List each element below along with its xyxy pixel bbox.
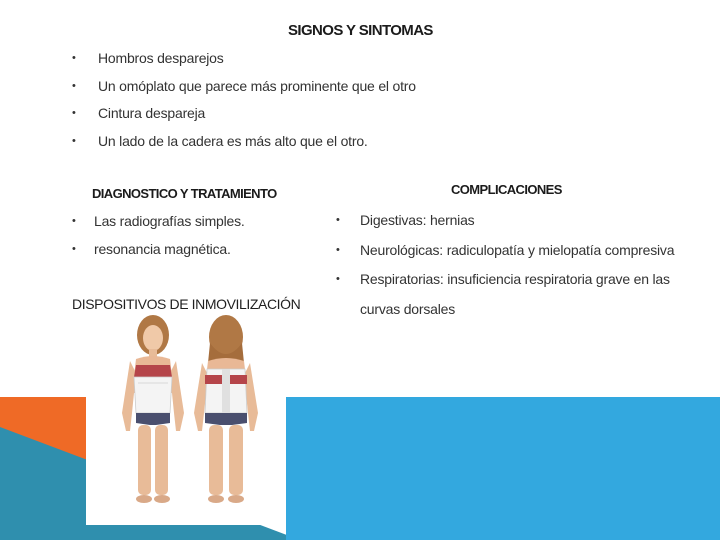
list-item — [336, 265, 706, 324]
list-item — [72, 78, 416, 106]
front-figure — [122, 315, 184, 503]
diagnosis-title: DIAGNOSTICO Y TRATAMIENTO — [92, 186, 277, 201]
list-item — [72, 213, 245, 241]
sign-text: Un lado de la cadera es más alto que el otro. — [98, 132, 368, 149]
bullet-icon: • — [72, 52, 76, 64]
sign-text: Hombros desparejos — [98, 50, 224, 66]
complication-text: Neurológicas: radiculopatía y mielopatía compresiva — [360, 241, 675, 258]
complications-title: COMPLICACIONES — [451, 182, 562, 197]
bullet-icon: • — [336, 243, 340, 256]
devices-label: DISPOSITIVOS DE INMOVILIZACIÓN — [72, 296, 301, 312]
list-item — [72, 241, 245, 269]
list-item — [336, 236, 706, 266]
diagnosis-text: resonancia magnética. — [94, 241, 231, 257]
bullet-icon: • — [336, 214, 340, 226]
list-item — [72, 133, 416, 161]
complication-text: Digestivas: hernias — [360, 212, 475, 228]
back-figure — [194, 315, 258, 503]
bullet-icon: • — [72, 243, 76, 255]
bullet-icon: • — [72, 215, 76, 227]
complications-list — [336, 206, 706, 324]
diagnosis-text: Las radiografías simples. — [94, 213, 245, 229]
signs-title: SIGNOS Y SINTOMAS — [288, 22, 433, 39]
list-item — [336, 206, 706, 236]
bullet-icon: • — [336, 273, 340, 285]
sign-text: Cintura despareja — [98, 105, 206, 121]
brace-figures-drawing — [86, 313, 285, 525]
bullet-icon: • — [72, 107, 76, 119]
bullet-icon: • — [72, 79, 76, 92]
list-item — [72, 50, 416, 78]
blue-accent-shape — [286, 397, 720, 540]
complication-text: Respiratorias: insuficiencia respiratoria grave en las curvas dorsales — [360, 271, 670, 317]
diagnosis-list — [72, 213, 245, 269]
bullet-icon: • — [72, 134, 76, 147]
list-item — [72, 105, 416, 133]
brace-figures-illustration — [86, 313, 285, 525]
signs-list — [72, 50, 416, 160]
sign-text: Un omóplato que parece más prominente que el otro — [98, 77, 416, 94]
